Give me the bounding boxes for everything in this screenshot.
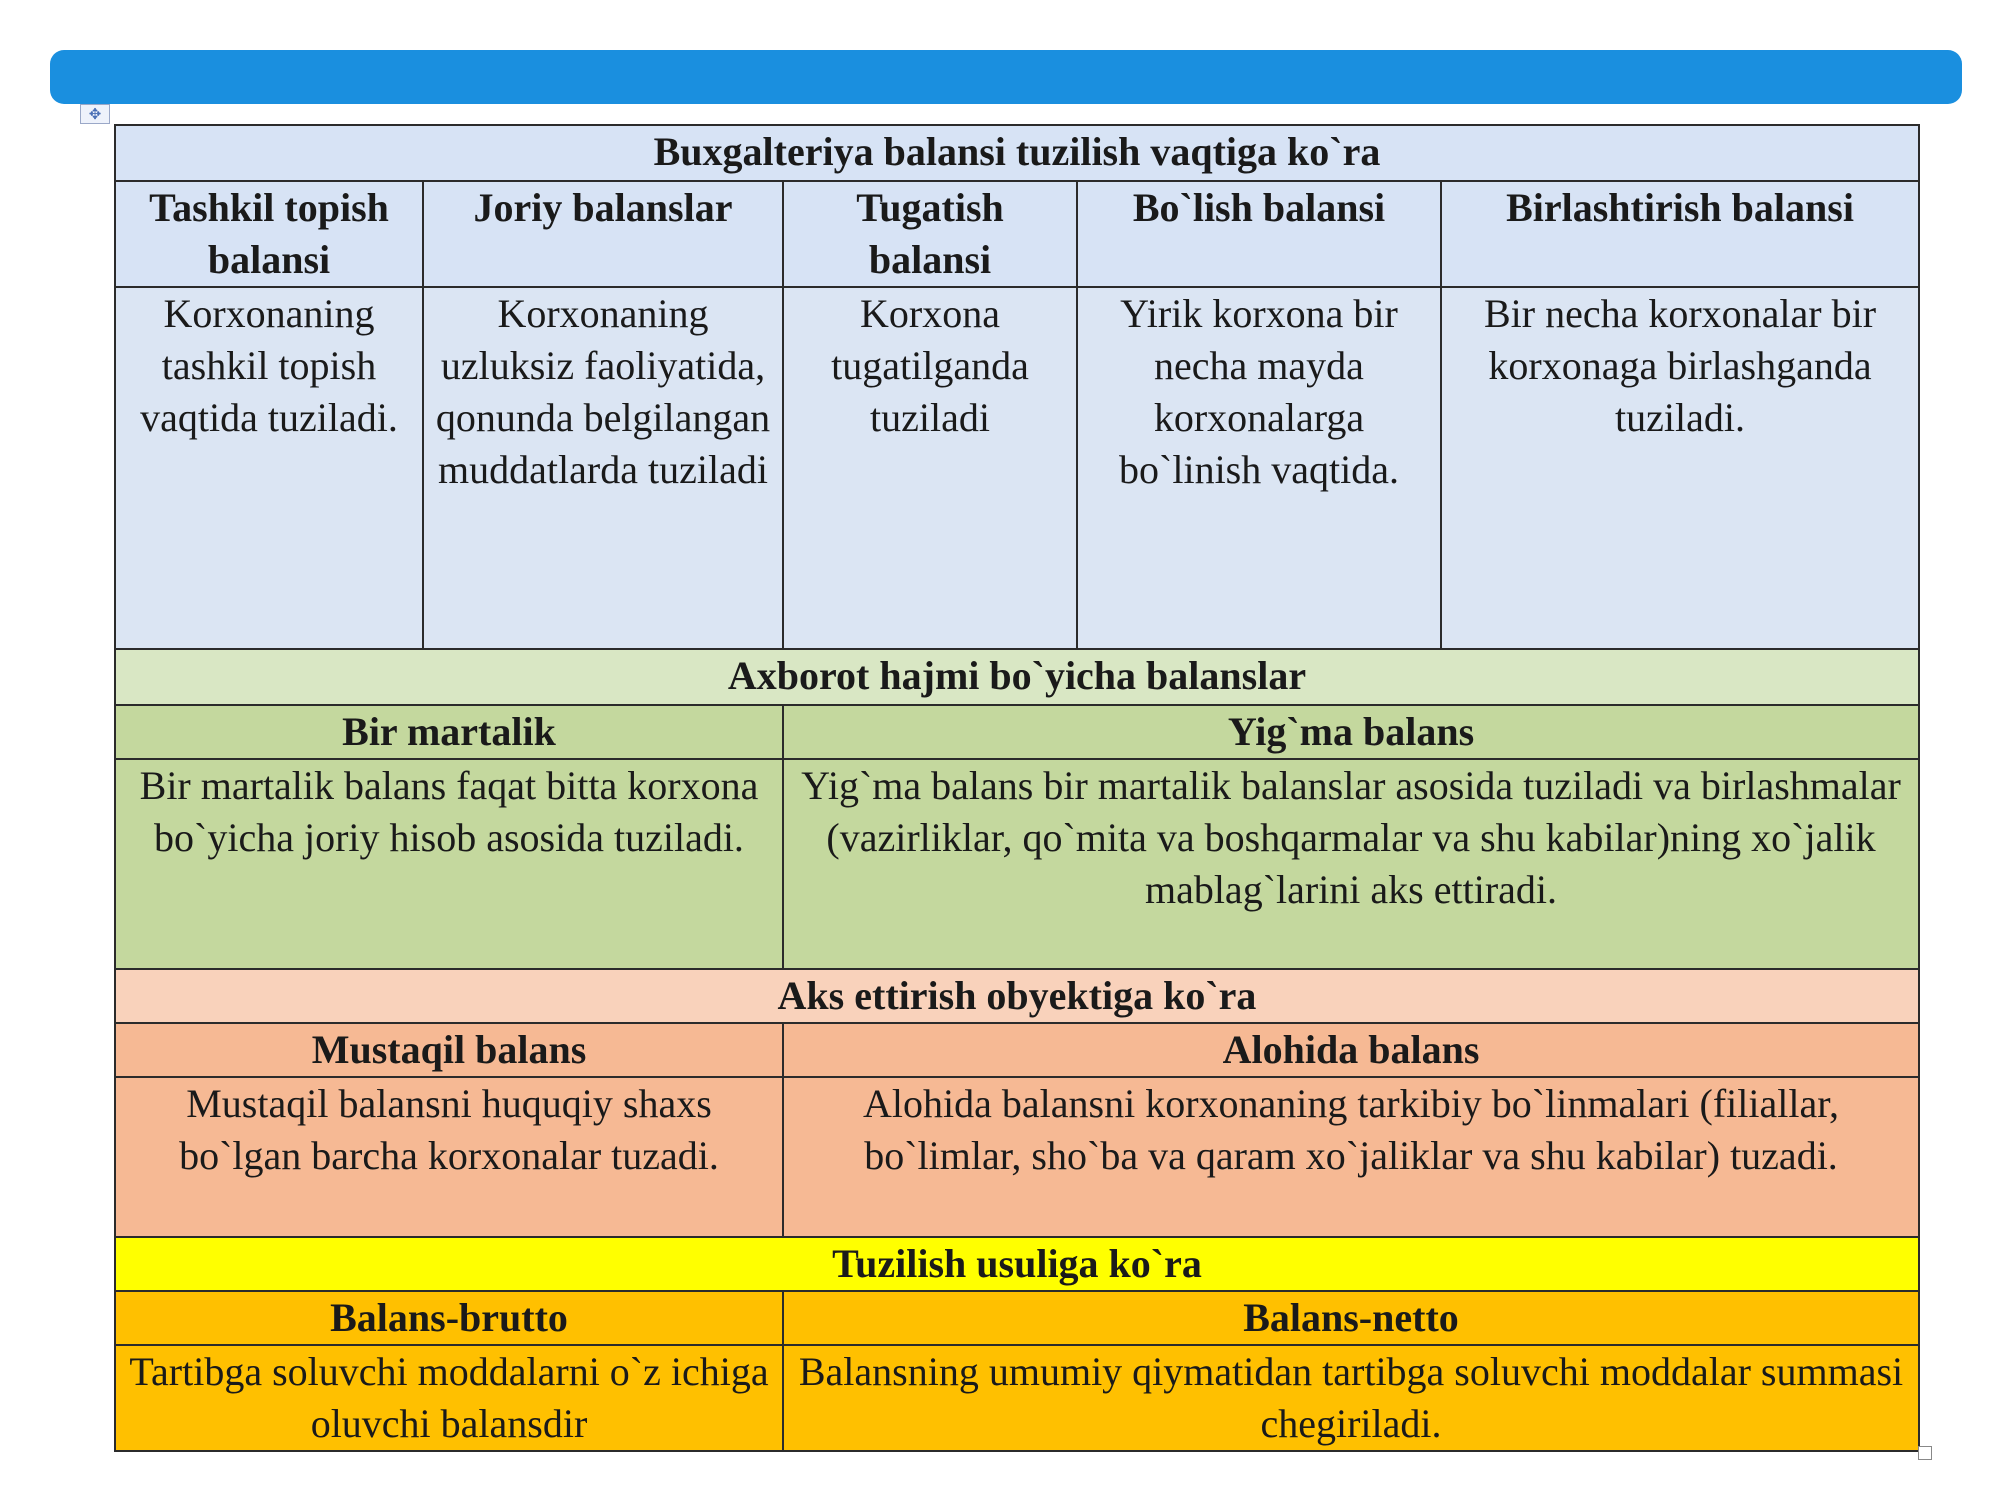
header-yigma-balans: Yig`ma balans (783, 705, 1919, 759)
cell-tashkil-topish: Korxonaning tashkil topish vaqtida tuziladi. (115, 287, 423, 649)
cell-bolish: Yirik korxona bir necha mayda korxonalarga bo`linish vaqtida. (1077, 287, 1441, 649)
cell-balans-netto: Balansning umumiy qiymatidan tartibga soluvchi moddalar summasi chegiriladi. (783, 1345, 1919, 1451)
cell-balans-brutto: Tartibga soluvchi moddalarni o`z ichiga oluvchi balansdir (115, 1345, 783, 1451)
section2-title: Axborot hajmi bo`yicha balanslar (115, 649, 1919, 705)
header-birlashtirish: Birlashtirish balansi (1441, 181, 1919, 287)
cell-birlashtirish: Bir necha korxonalar bir korxonaga birlashganda tuziladi. (1441, 287, 1919, 649)
section3-title: Aks ettirish obyektiga ko`ra (115, 969, 1919, 1023)
header-bir-martalik: Bir martalik (115, 705, 783, 759)
table-move-handle-icon[interactable]: ✥ (80, 104, 110, 124)
top-banner (50, 50, 1962, 104)
cell-joriy: Korxonaning uzluksiz faoliyatida, qonunda belgilangan muddatlarda tuziladi (423, 287, 783, 649)
header-joriy: Joriy balanslar (423, 181, 783, 287)
balance-classification-table (114, 124, 1920, 1452)
header-tashkil-topish: Tashkil topish balansi (115, 181, 423, 287)
header-alohida-balans: Alohida balans (783, 1023, 1919, 1077)
cell-alohida-balans: Alohida balansni korxonaning tarkibiy bo`linmalari (filiallar, bo`limlar, sho`ba va qaram xo`jaliklar va shu kabilar) tuzadi. (783, 1077, 1919, 1237)
header-balans-brutto: Balans-brutto (115, 1291, 783, 1345)
header-tugatish: Tugatish balansi (783, 181, 1077, 287)
section4-title: Tuzilish usuliga ko`ra (115, 1237, 1919, 1291)
header-balans-netto: Balans-netto (783, 1291, 1919, 1345)
cell-bir-martalik: Bir martalik balans faqat bitta korxona bo`yicha joriy hisob asosida tuziladi. (115, 759, 783, 969)
section1-title: Buxgalteriya balansi tuzilish vaqtiga ko`ra (115, 125, 1919, 181)
header-bolish: Bo`lish balansi (1077, 181, 1441, 287)
cell-mustaqil-balans: Mustaqil balansni huquqiy shaxs bo`lgan barcha korxonalar tuzadi. (115, 1077, 783, 1237)
table-resize-handle[interactable] (1918, 1446, 1932, 1460)
header-mustaqil-balans: Mustaqil balans (115, 1023, 783, 1077)
cell-yigma-balans: Yig`ma balans bir martalik balanslar asosida tuziladi va birlashmalar (vazirliklar, qo`mita va boshqarmalar va shu kabilar)ning xo`jalik mablag`larini aks ettiradi. (783, 759, 1919, 969)
cell-tugatish: Korxona tugatilganda tuziladi (783, 287, 1077, 649)
